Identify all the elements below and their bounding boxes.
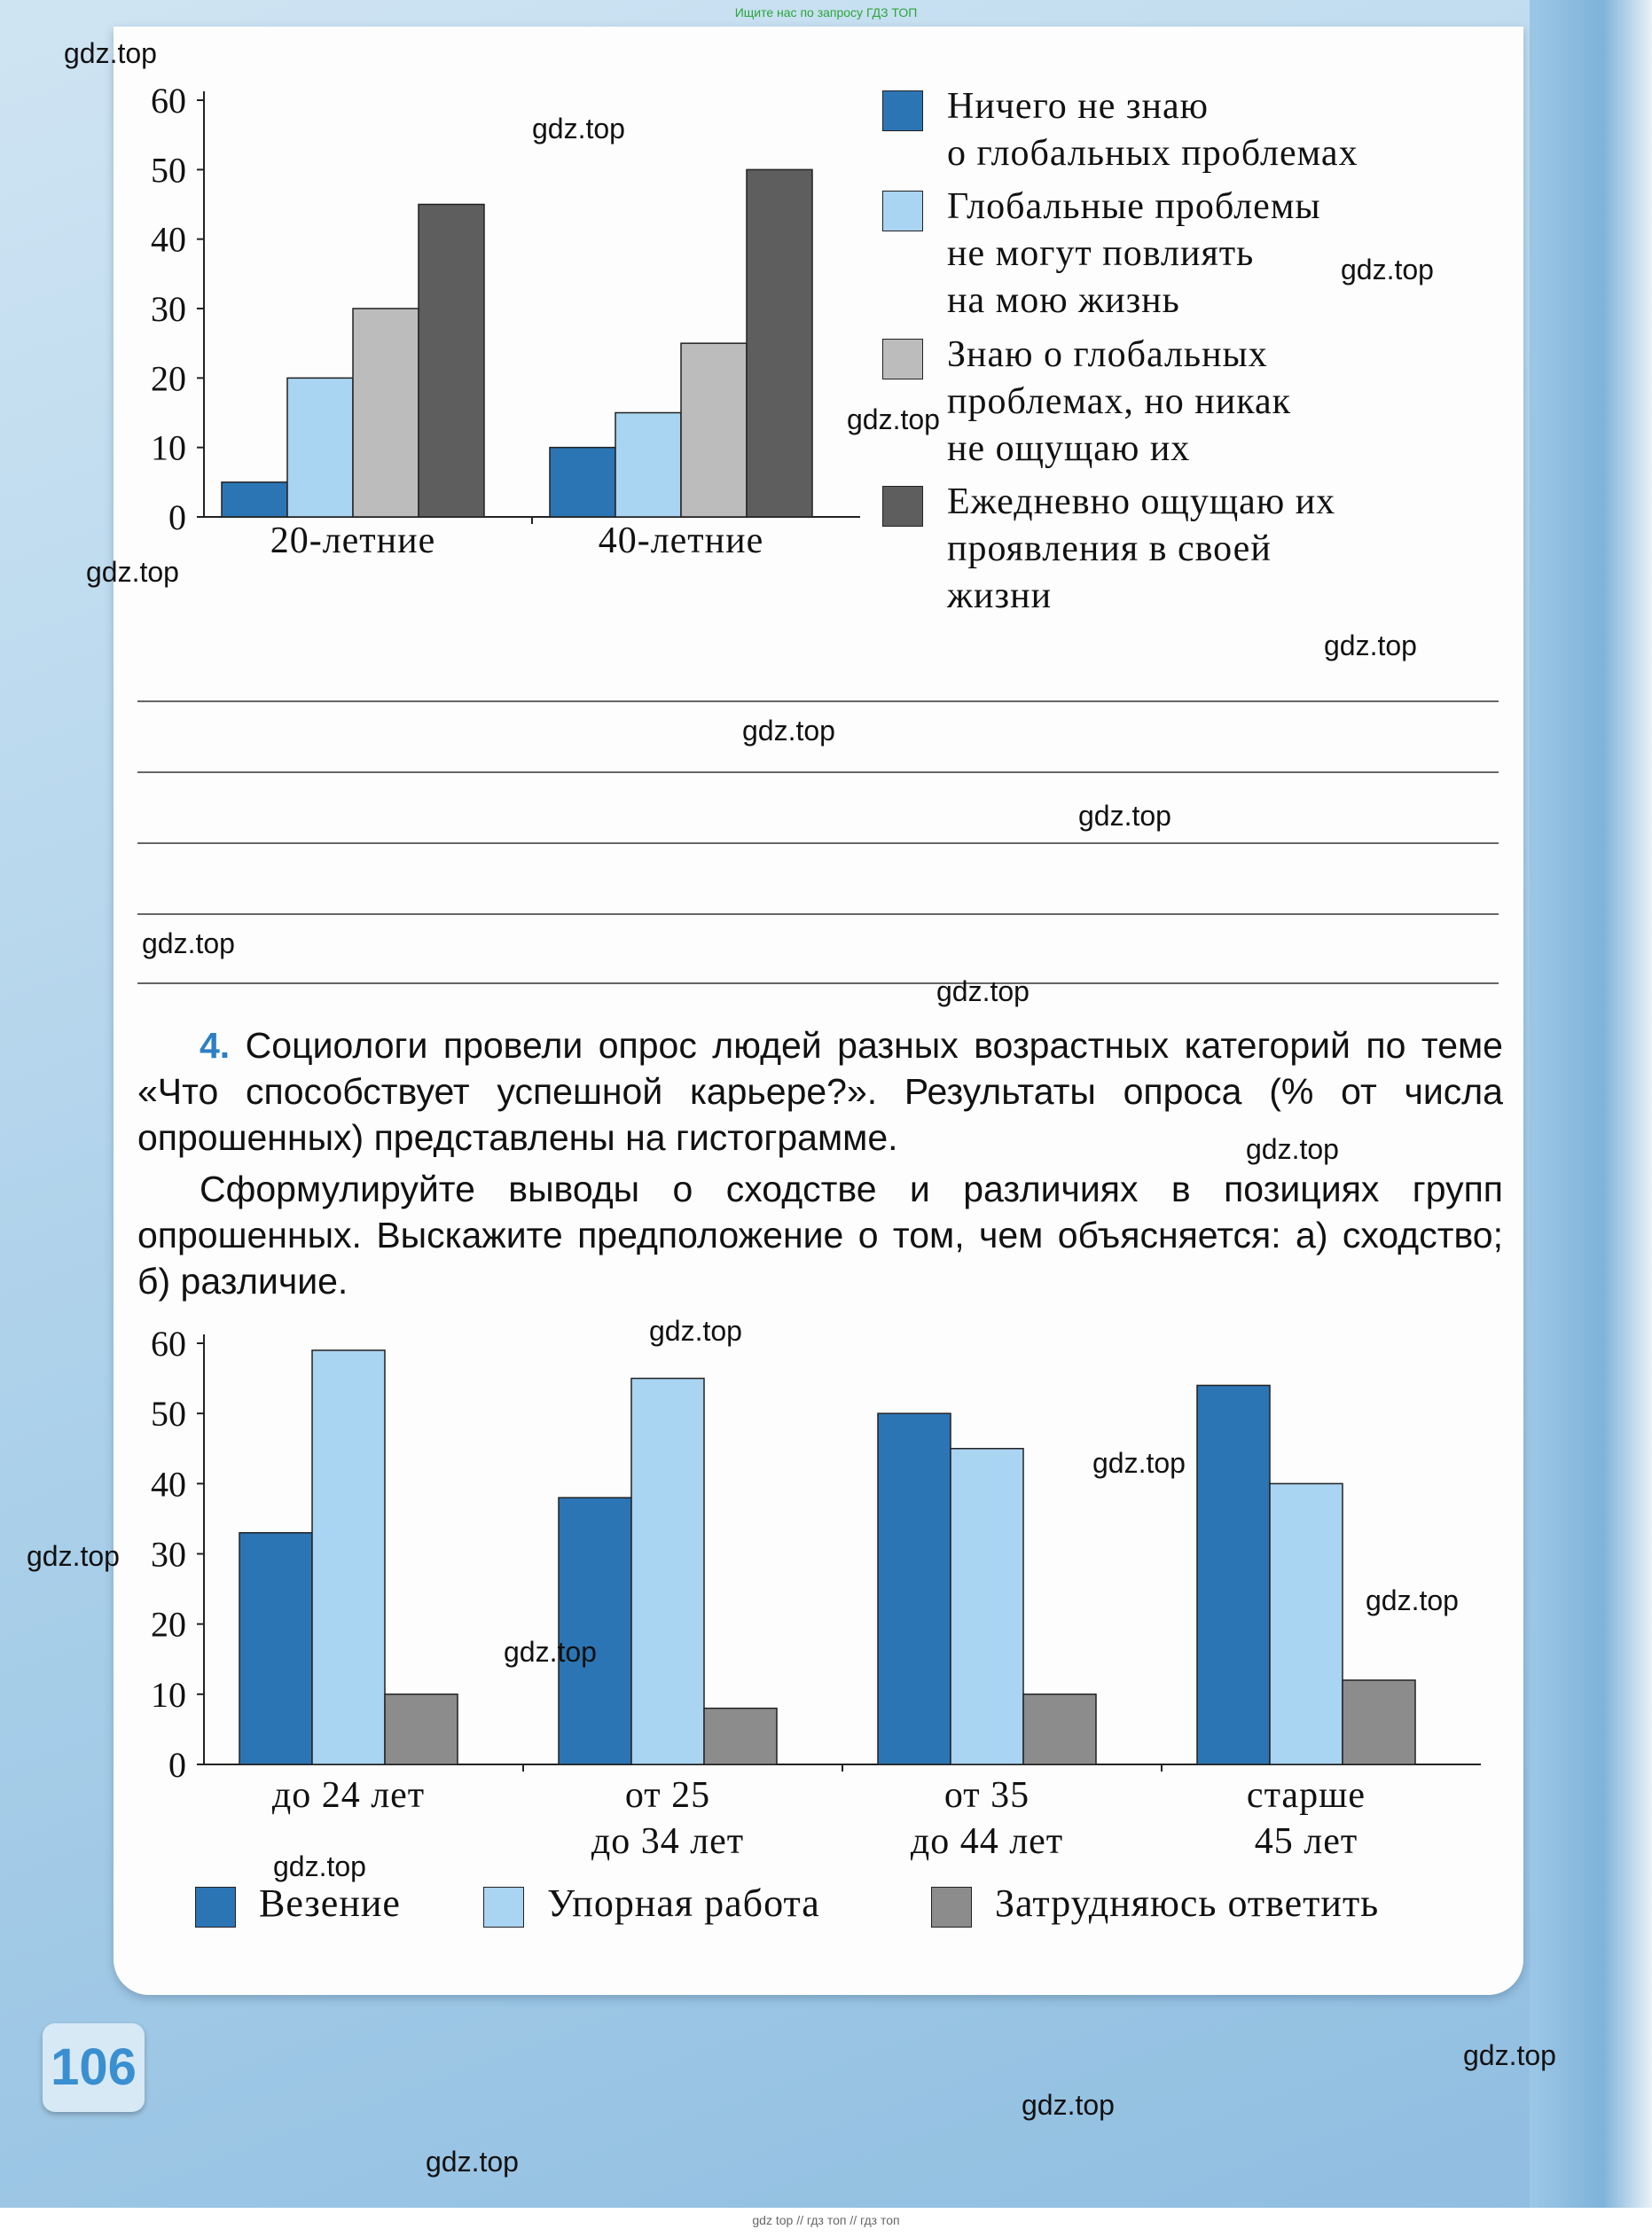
task-4-paragraph-1: 4. Социологи провели опрос людей разных возрастных категорий по теме «Что способствует успешной карьере?». Результаты опроса (% от числа опрошенных) представлены на гистограмме. <box>137 1025 1503 1158</box>
y-tick-label: 20 <box>151 1604 186 1645</box>
legend-item-hard-work: Упорная работа <box>547 1881 820 1925</box>
watermark: gdz.top <box>1463 2039 1556 2071</box>
x-tick-label: 45 лет <box>1254 1821 1358 1862</box>
watermark: gdz.top <box>1324 630 1417 661</box>
y-tick-label: 50 <box>151 1394 186 1435</box>
legend-swatch-luck <box>195 1887 236 1928</box>
watermark: gdz.top <box>64 37 157 69</box>
watermark: gdz.top <box>936 975 1030 1007</box>
x-tick-label: от 25 <box>624 1775 711 1816</box>
watermark: gdz.top <box>273 1850 366 1882</box>
legend-item-hard-to-answer: Затрудняюсь ответить <box>995 1881 1380 1925</box>
legend-item-luck: Везение <box>259 1881 401 1925</box>
x-tick-label: 40-летние <box>598 520 764 561</box>
x-tick-label: до 44 лет <box>910 1821 1064 1862</box>
bar <box>747 169 812 517</box>
chart-career-success <box>124 1330 1507 1880</box>
bar <box>239 1533 312 1764</box>
x-tick-label: 20-летние <box>270 520 436 561</box>
watermark: gdz.top <box>504 1636 597 1668</box>
y-tick-label: 30 <box>151 1534 186 1575</box>
y-tick-label: 50 <box>151 150 186 191</box>
answer-line[interactable] <box>137 982 1499 984</box>
y-tick-label: 30 <box>151 289 186 329</box>
watermark: gdz.top <box>1022 2089 1115 2121</box>
answer-line[interactable] <box>137 771 1499 773</box>
legend-item-1: Ничего не знаю о глобальных проблемах <box>947 86 1358 174</box>
chart-global-problems <box>124 84 878 581</box>
bar <box>312 1350 385 1764</box>
legend-swatch-hard-to-answer <box>931 1887 972 1928</box>
watermark: gdz.top <box>649 1315 742 1347</box>
y-tick-label: 60 <box>151 1330 186 1364</box>
bar <box>1270 1483 1343 1764</box>
top-note: Ищите нас по запросу ГДЗ ТОП <box>734 5 918 20</box>
y-tick-label: 40 <box>151 1464 186 1505</box>
bar <box>1343 1680 1415 1764</box>
bar <box>615 413 681 518</box>
bar <box>353 309 419 517</box>
legend-swatch-1 <box>882 90 923 131</box>
legend-swatch-hard-work <box>483 1887 524 1928</box>
answer-line[interactable] <box>137 842 1499 844</box>
bar <box>559 1498 631 1764</box>
watermark: gdz.top <box>1078 800 1171 832</box>
watermark: gdz.top <box>532 113 625 145</box>
y-tick-label: 20 <box>151 358 186 399</box>
legend-swatch-3 <box>882 339 923 379</box>
bar <box>681 343 747 517</box>
bar <box>222 482 287 517</box>
x-tick-label: старше <box>1246 1775 1366 1816</box>
task-number: 4. <box>200 1025 231 1066</box>
watermark: gdz.top <box>742 715 835 747</box>
answer-line[interactable] <box>137 700 1499 702</box>
y-tick-label: 40 <box>151 219 186 260</box>
task-4-paragraph-2: Сформулируйте выводы о сходстве и различиях в позициях групп опрошенных. Выскажите предположение о том, чем объясняется: а) сходство; б) различие. <box>137 1169 1503 1302</box>
bar <box>1023 1694 1096 1764</box>
watermark: gdz.top <box>1341 254 1434 285</box>
watermark: gdz.top <box>27 1540 120 1572</box>
bar <box>631 1379 704 1764</box>
legend-item-4: Ежедневно ощущаю их проявления в своей жизни <box>947 481 1336 616</box>
x-tick-label: до 34 лет <box>591 1821 745 1862</box>
bar <box>704 1709 777 1764</box>
bar <box>287 378 353 517</box>
bar <box>1197 1386 1270 1765</box>
page-number: 106 <box>43 2023 145 2112</box>
bar <box>419 205 484 518</box>
page-edge <box>1530 0 1652 2237</box>
watermark: gdz.top <box>142 927 235 959</box>
legend-swatch-2 <box>882 191 923 231</box>
watermark: gdz.top <box>1092 1447 1186 1479</box>
y-tick-label: 10 <box>151 1674 186 1715</box>
legend-swatch-4 <box>882 486 923 527</box>
legend-item-2: Глобальные проблемы не могут повлиять на мою жизнь <box>947 186 1321 321</box>
bar <box>550 448 615 517</box>
bar <box>878 1413 951 1764</box>
watermark: gdz.top <box>1366 1584 1459 1616</box>
watermark: gdz.top <box>847 403 940 435</box>
watermark: gdz.top <box>426 2146 519 2178</box>
x-tick-label: от 35 <box>943 1775 1030 1816</box>
legend-item-3: Знаю о глобальных проблемах, но никак не ощущаю их <box>947 334 1292 469</box>
y-tick-label: 10 <box>151 427 186 468</box>
answer-line[interactable] <box>137 913 1499 915</box>
bar <box>951 1449 1023 1764</box>
bottom-note: gdz top // гдз топ // гдз топ <box>752 2213 900 2227</box>
watermark: gdz.top <box>86 556 179 588</box>
y-tick-label: 60 <box>151 84 186 121</box>
y-tick-label: 0 <box>168 497 186 537</box>
watermark: gdz.top <box>1246 1133 1339 1165</box>
bar <box>385 1694 458 1764</box>
y-tick-label: 0 <box>168 1745 186 1785</box>
x-tick-label: до 24 лет <box>271 1775 426 1816</box>
